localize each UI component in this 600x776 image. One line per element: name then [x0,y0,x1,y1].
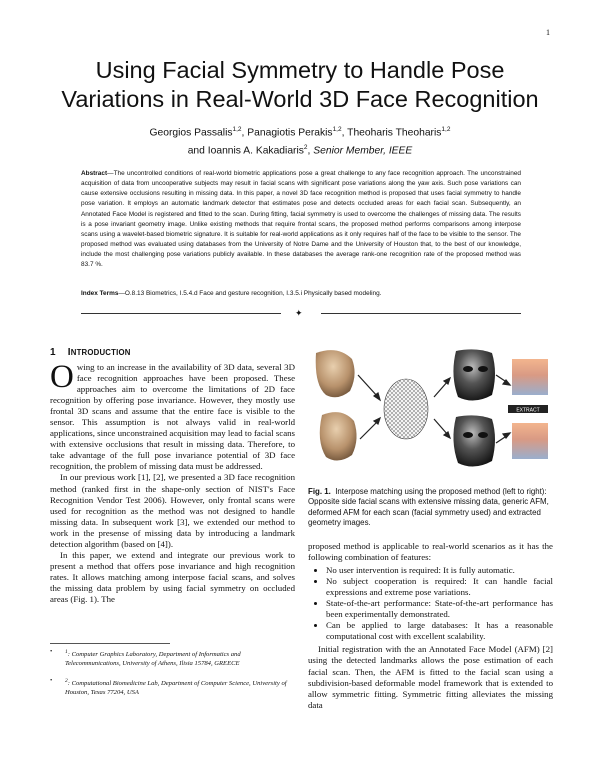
figure-caption [308,487,553,529]
footnote-number: 2 [65,677,68,684]
index-terms-text: —O.8.13 Biometrics, I.5.4.d Face and gesture recognition, I.3.5.i Physically based modeling. [118,290,382,297]
affiliation-mark: 1,2 [232,126,242,133]
caption-label: Fig. 1. [308,487,331,496]
author-line-2: and Ioannis A. Kakadiaris$^2$, Senior Member, IEEE [187,144,413,157]
index-terms-label: Index Terms [81,290,119,297]
footnote-bullet: • [50,676,53,684]
figure-1 [308,345,550,473]
drop-cap: O [50,359,74,395]
abstract-text: —The uncontrolled conditions of real-world biometric applications pose a great challenge to any face recognition approach. The unconstrained acquisition of data from uncooperative subjects may result in facial scans with significant pose variations along the yaw axis. Such pose variations can cause extensive occlusions resulting in missing data. In this paper, a novel 3D face recognition method is proposed that uses facial symmetry to handle pose variation. It employs an automatic landmark detector that estimates pose and detects occluded areas for each facial scan. Subsequently, an Annotated Face Model is registered and fitted to the scan. During fitting, facial symmetry is used to overcome the challenges of missing data. The results is a pose invariant geometry image. Unlike existing methods that require frontal scans, the proposed method performs comparisons among interpose scans using a wavelet-based biometric signature. It is suitable for real-world applications as it only requires half of the face to be visible to the sensor. The proposed method was evaluated using databases from the University of Notre Dame and the University of Houston that, to the best of our knowledge, include the most challenging pose variations publicly available. In these databases the average rank-one recognition rate of the proposed method was 83.7 %. [81,170,521,269]
feature-item: • No user intervention is required: It is fully automatic. [326,565,553,576]
feature-item: • State-of-the-art performance: State-of-the-art performance has been experimentally demonstrated. [326,598,553,620]
paper-title [40,56,560,114]
footnotes [50,648,295,706]
title-line-2: Variations in Real-World 3D Face Recognition [61,86,539,112]
section-divider [81,309,521,319]
author-passalis: Georgios Passalis [149,127,233,139]
section-number: 1 [50,347,56,358]
scan-bottom-left [320,412,357,460]
paragraph-1-text: wing to an increase in the availability of 3D data, several 3D face recognition approaches have been proposed. These approaches aim to overcome the limitations of 2D face recognition by offering pose invariance. However, they mostly use frontal 3D scans and assume that the entire face is visible to the sensor. This assumption is not always valid in real-world applications, since unconstrained acquisition may lead to facial scans with extensive occlusions that result in missing data. Therefore, to take advantage of the full pose invariance potential of 3D face recognition, the problem of missing data must be addressed. [50,362,295,472]
scan-top-left [316,350,355,397]
caption-text: Interpose matching using the proposed method (left to right): Opposite side facial scans with extensive missing data, generic AFM, deformed AFM for each scan (facial symmetry used) and extracted geometry images. [308,487,549,528]
right-intro: proposed method is applicable to real-world scenarios as it has the following combination of features: [308,541,553,563]
paragraph-2: In our previous work [1], [2], we presented a 3D face recognition method (ranked first in the shape-only section of NIST's Face Recognition Vendor Test 2006). However, only frontal scans were used for recognition as the method was not designed to handle missing data. In subsequent work [3], we extended our method to work in the presense of missing data by introducing a landmark detection algorithm (based on [4]). [50,472,295,549]
footnote-1 [50,648,295,669]
left-column [50,359,295,605]
right-column [308,541,553,711]
divider-glyph: ✦ [295,308,303,318]
extract-label: EXTRACT [516,407,540,414]
footnote-text: : Computational Biomedicine Lab, Department of Computer Science, University of Houston, Texas 77204, USA [65,679,287,696]
footnote-rule [50,643,170,644]
deformed-afm-top [453,349,495,400]
author-conjunction: and [187,145,205,157]
geometry-image-bottom [512,423,548,459]
geometry-image-top [512,359,548,395]
paragraph-3: In this paper, we extend and integrate our previous work to present a method that offers pose invariance and high recognition rates. It allows matching among interpose facial scans, and solves the missing data problem by using facial symmetry on occluded areas (Fig. 1). The [50,549,295,604]
footnote-bullet: • [50,648,53,655]
feature-list [308,565,553,642]
page-number: 1 [546,28,550,37]
affiliation-mark: 1,2 [441,126,451,133]
title-line-1: Using Facial Symmetry to Handle Pose [95,57,505,83]
affiliation-mark: 2 [303,144,308,152]
section-heading [50,347,131,358]
author-line-1: Georgios Passalis$^{1,2}$, Panagiotis Perakis$^{1,2}$, Theoharis Theoharis$^{1,2}$ [149,126,451,139]
section-title-initial: I [67,347,71,358]
paragraph-1 [50,359,295,472]
right-paragraph: Initial registration with the an Annotated Face Model (AFM) [2] using the detected landmarks allows the pose estimation of each facial scan. Then, the AFM is fitted to the facial scan using a subdivision-based deformable model framework that is extended to allow symmetric fitting. Symmetric fitting alleviates the missing data [308,644,553,710]
author-honor: Senior Member, IEEE [313,145,413,157]
author-list [40,122,560,159]
affiliation-mark: 1,2 [332,126,342,133]
extract-box [508,405,548,414]
divider-line-left [81,313,281,314]
footnote-number: 1 [65,649,68,655]
author-theoharis: Theoharis Theoharis [347,127,442,139]
deformed-afm-bottom [453,415,495,466]
divider-line-right [321,313,521,314]
author-perakis: Panagiotis Perakis [247,127,333,139]
author-kakadiaris: Ioannis A. Kakadiaris [207,145,304,157]
footnote-text: : Computer Graphics Laboratory, Department of Informatics and Telecommunications, University of Athens, Ilisia 15784, GREECE [65,651,241,667]
section-title-rest: NTRODUCTION [70,348,131,357]
feature-item: • Can be applied to large databases: It has a reasonable computational cost with excellent scalability. [326,620,553,642]
index-terms [81,289,521,299]
abstract [81,169,521,271]
feature-item: • No subject cooperation is required: It can handle facial expressions and extreme pose variations. [326,576,553,598]
footnote-2 [50,677,295,698]
generic-afm [384,379,428,439]
abstract-label: Abstract [81,170,108,177]
